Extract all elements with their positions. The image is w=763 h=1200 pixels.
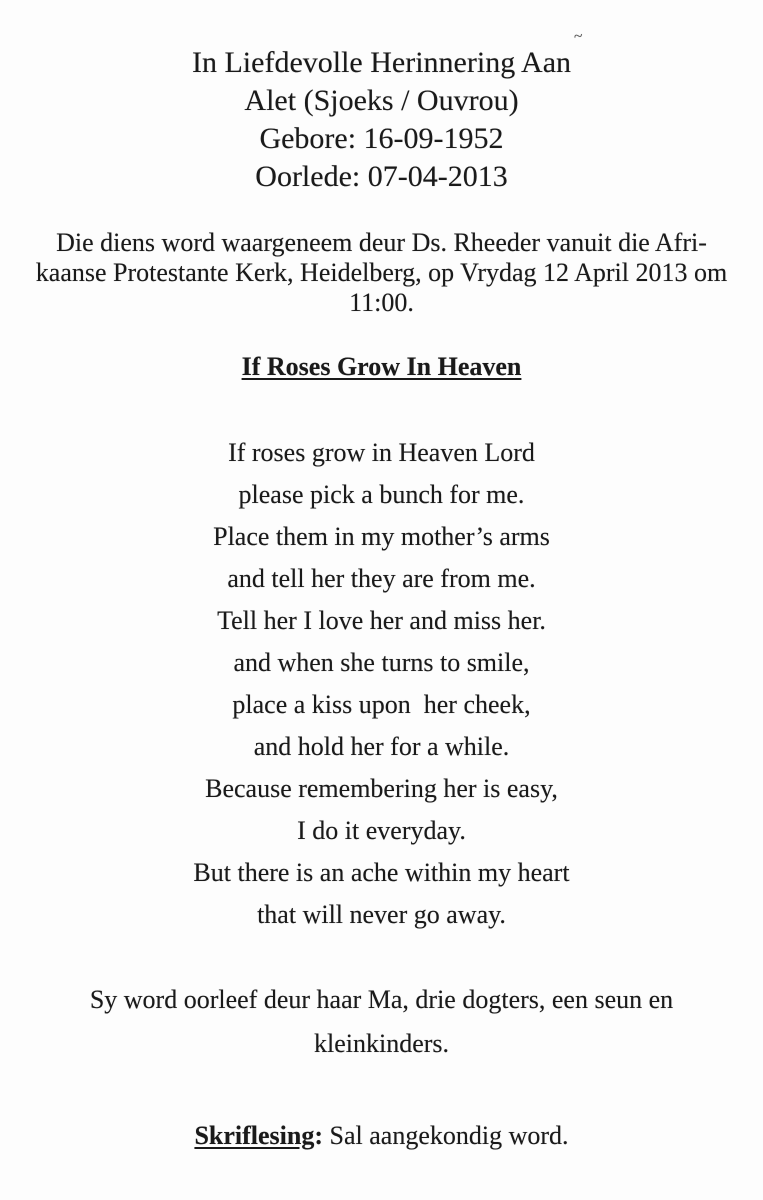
service-notice-line: Die diens word waargeneem deur Ds. Rheeder vanuit die Afri- <box>56 228 707 257</box>
poem-line: place a kiss upon her cheek, <box>232 690 531 719</box>
service-notice-line: kaanse Protestante Kerk, Heidelberg, op Vrydag 12 April 2013 om <box>35 258 728 287</box>
poem-line: I do it everyday. <box>297 816 466 845</box>
survivors-line: Sy word oorleef deur haar Ma, drie dogters, een seun en <box>89 985 674 1014</box>
header-line: Alet (Sjoeks / Ouvrou) <box>244 84 519 117</box>
header-line: In Liefdevolle Herinnering Aan <box>191 46 572 79</box>
poem-body <box>0 432 763 936</box>
scripture-reading <box>0 1120 763 1152</box>
header-line: Oorlede: 07-04-2013 <box>255 160 508 193</box>
poem-line: If roses grow in Heaven Lord <box>228 438 535 467</box>
scripture-text: Sal aangekondig word. <box>323 1121 569 1150</box>
memorial-header <box>0 0 763 196</box>
poem-line: and when she turns to smile, <box>233 648 530 677</box>
poem-line: and hold her for a while. <box>253 732 510 761</box>
poem-line: Because remembering her is easy, <box>205 774 558 803</box>
poem-line: please pick a bunch for me. <box>238 480 525 509</box>
survivors-note <box>0 978 763 1066</box>
poem-line: Place them in my mother’s arms <box>213 522 550 551</box>
scripture-label: Skriflesing <box>194 1121 315 1150</box>
survivors-line: kleinkinders. <box>313 1029 450 1058</box>
scripture-colon: : <box>314 1121 324 1150</box>
poem-title: If Roses Grow In Heaven <box>241 352 522 381</box>
scan-artifact-mark: ~ <box>572 27 584 46</box>
service-notice <box>0 228 763 318</box>
header-line: Gebore: 16-09-1952 <box>259 122 504 155</box>
poem-line: But there is an ache within my heart <box>193 858 570 887</box>
poem-line: Tell her I love her and miss her. <box>217 606 546 635</box>
service-notice-line: 11:00. <box>349 288 414 317</box>
poem-line: that will never go away. <box>257 900 506 929</box>
poem-line: and tell her they are from me. <box>227 564 536 593</box>
